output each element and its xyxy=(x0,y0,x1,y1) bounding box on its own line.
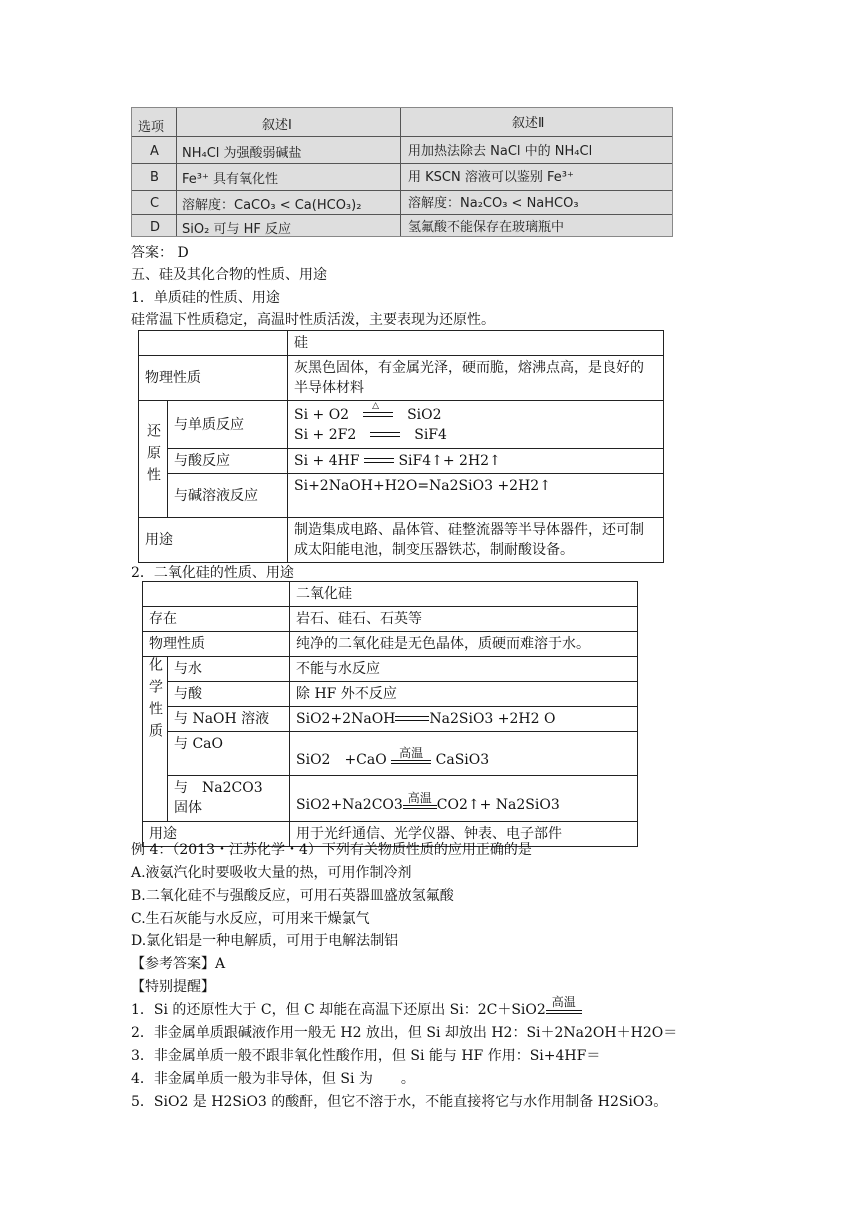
scan-row-a-s1: NH₄Cl 为强酸弱碱盐 xyxy=(182,146,302,161)
si-reducing-label: 还原性 xyxy=(139,401,168,518)
example4-option-c: C.生石灰能与水反应，可用来干燥氯气 xyxy=(131,911,370,927)
sio2-acid-value: 除 HF 外不反应 xyxy=(290,682,638,707)
equals-icon xyxy=(395,713,429,725)
si-r3-equation: Si+2NaOH+H2O=Na2SiO3 +2H2↑ xyxy=(288,474,664,518)
heat-equals-icon: △ xyxy=(363,409,393,421)
si-r1-eq1-left: Si + O2 xyxy=(294,406,350,423)
equals-icon xyxy=(364,455,394,467)
si-r1-label: 与单质反应 xyxy=(168,401,288,449)
sio2-na2co3-equation: SiO2+Na2CO3 高温 CO2↑+ Na2SiO3 xyxy=(290,776,638,822)
si-r2-label: 与酸反应 xyxy=(168,449,288,474)
sio2-acid-label: 与酸 xyxy=(168,682,290,707)
sio2-cao-label: 与 CaO xyxy=(168,732,290,776)
sio2-exist-label: 存在 xyxy=(143,607,290,632)
si-r1-eq2-left: Si + 2F2 xyxy=(294,426,357,443)
sio2-na2co3-label: 与 Na2CO3 固体 xyxy=(168,776,290,822)
sub1-intro: 硅常温下性质稳定，高温时性质活泼，主要表现为还原性。 xyxy=(131,312,495,328)
high-temp-equals-icon: 高温 xyxy=(391,753,431,767)
example4-answer: 【参考答案】A xyxy=(131,956,226,972)
sub2-title: 2．二氧化硅的性质、用途 xyxy=(131,565,294,581)
equals-icon xyxy=(370,429,400,441)
scan-header-option: 选项 xyxy=(138,120,165,135)
tip-1: 1．Si 的还原性大于 C，但 C 却能在高温下还原出 Si：2C＋SiO2 高温 xyxy=(131,1001,582,1019)
scanned-question-table xyxy=(131,107,673,237)
si-use-value: 制造集成电路、晶体管、硅整流器等半导体器件，还可制成太阳能电池，制变压器铁芯，制耐酸设备。 xyxy=(288,518,664,563)
scan-row-a-s2: 用加热法除去 NaCl 中的 NH₄Cl xyxy=(408,144,593,159)
silicon-table xyxy=(138,330,664,563)
tip-5: 5．SiO2 是 H2SiO3 的酸酐，但它不溶于水，不能直接将它与水作用制备 H2SiO3。 xyxy=(131,1094,668,1110)
sio2-table xyxy=(142,581,638,847)
scan-row-d-s1: SiO₂ 可与 HF 反应 xyxy=(182,222,291,237)
sio2-table-corner xyxy=(143,582,290,607)
sio2-water-value: 不能与水反应 xyxy=(290,657,638,682)
section5-title: 五、硅及其化合物的性质、用途 xyxy=(131,267,327,283)
sub1-title: 1．单质硅的性质、用途 xyxy=(131,290,280,306)
si-r1-eq2-right: SiF4 xyxy=(414,426,447,443)
example4-option-d: D.氯化铝是一种电解质，可用于电解法制铝 xyxy=(131,933,399,949)
scan-row-a-label: A xyxy=(150,144,159,159)
sio2-cao-equation: SiO2 +CaO 高温 CaSiO3 xyxy=(290,732,638,776)
scan-row-b-label: B xyxy=(150,170,159,185)
si-r1-equations xyxy=(288,401,664,449)
high-temp-equals-icon: 高温 xyxy=(546,1003,582,1017)
high-temp-equals-icon: 高温 xyxy=(403,798,437,812)
scan-row-d-label: D xyxy=(150,220,161,235)
scan-row-c-label: C xyxy=(150,196,160,211)
sio2-chem-label: 化学性质 xyxy=(143,657,168,822)
answer-line: 答案： D xyxy=(131,245,189,261)
tip-4: 4．非金属单质一般为非导体，但 Si 为 。 xyxy=(131,1071,415,1087)
example4-title: 例 4：（2013・江苏化学・4）下列有关物质性质的应用正确的是 xyxy=(131,842,532,858)
sio2-water-label: 与水 xyxy=(168,657,290,682)
si-r1-eq1-right: SiO2 xyxy=(407,406,442,423)
scan-header-statement1: 叙述Ⅰ xyxy=(262,118,292,133)
si-physical-value: 灰黑色固体，有金属光泽，硬而脆，熔沸点高，是良好的半导体材料 xyxy=(288,356,664,401)
sio2-use-value: 用于光纤通信、光学仪器、钟表、电子部件 xyxy=(290,822,638,847)
si-r3-label: 与碱溶液反应 xyxy=(168,474,288,518)
si-r2-equation: Si + 4HF SiF4↑+ 2H2↑ xyxy=(288,449,664,474)
scan-row-b-s2: 用 KSCN 溶液可以鉴别 Fe³⁺ xyxy=(408,170,574,185)
si-physical-label: 物理性质 xyxy=(139,356,288,401)
example4-option-a: A.液氨汽化时要吸收大量的热，可用作制冷剂 xyxy=(131,865,412,881)
scan-row-d-s2: 氢氟酸不能保存在玻璃瓶中 xyxy=(408,220,565,235)
sio2-naoh-equation: SiO2+2NaOH Na2SiO3 +2H2 O xyxy=(290,707,638,732)
scan-header-statement2: 叙述Ⅱ xyxy=(512,116,545,131)
tip-2: 2．非金属单质跟碱液作用一般无 H2 放出，但 Si 却放出 H2：Si＋2Na2OH＋H2O＝ xyxy=(131,1025,678,1041)
sio2-exist-value: 岩石、硅石、石英等 xyxy=(290,607,638,632)
scan-row-c-s1: 溶解度：CaCO₃ < Ca(HCO₃)₂ xyxy=(182,198,362,213)
tip-3: 3．非金属单质一般不跟非氧化性酸作用，但 Si 能与 HF 作用：Si+4HF＝ xyxy=(131,1048,601,1064)
si-table-header: 硅 xyxy=(288,331,664,356)
sio2-physical-label: 物理性质 xyxy=(143,632,290,657)
sio2-physical-value: 纯净的二氧化硅是无色晶体，质硬而难溶于水。 xyxy=(290,632,638,657)
si-use-label: 用途 xyxy=(139,518,288,563)
tips-title: 【特别提醒】 xyxy=(131,979,215,995)
sio2-naoh-label: 与 NaOH 溶液 xyxy=(168,707,290,732)
si-table-corner xyxy=(139,331,288,356)
sio2-table-header: 二氧化硅 xyxy=(290,582,638,607)
example4-option-b: B.二氧化硅不与强酸反应，可用石英器皿盛放氢氟酸 xyxy=(131,888,454,904)
sio2-use-label: 用途 xyxy=(143,822,290,847)
scan-row-b-s1: Fe³⁺ 具有氧化性 xyxy=(182,172,278,187)
scan-row-c-s2: 溶解度：Na₂CO₃ < NaHCO₃ xyxy=(408,196,579,211)
